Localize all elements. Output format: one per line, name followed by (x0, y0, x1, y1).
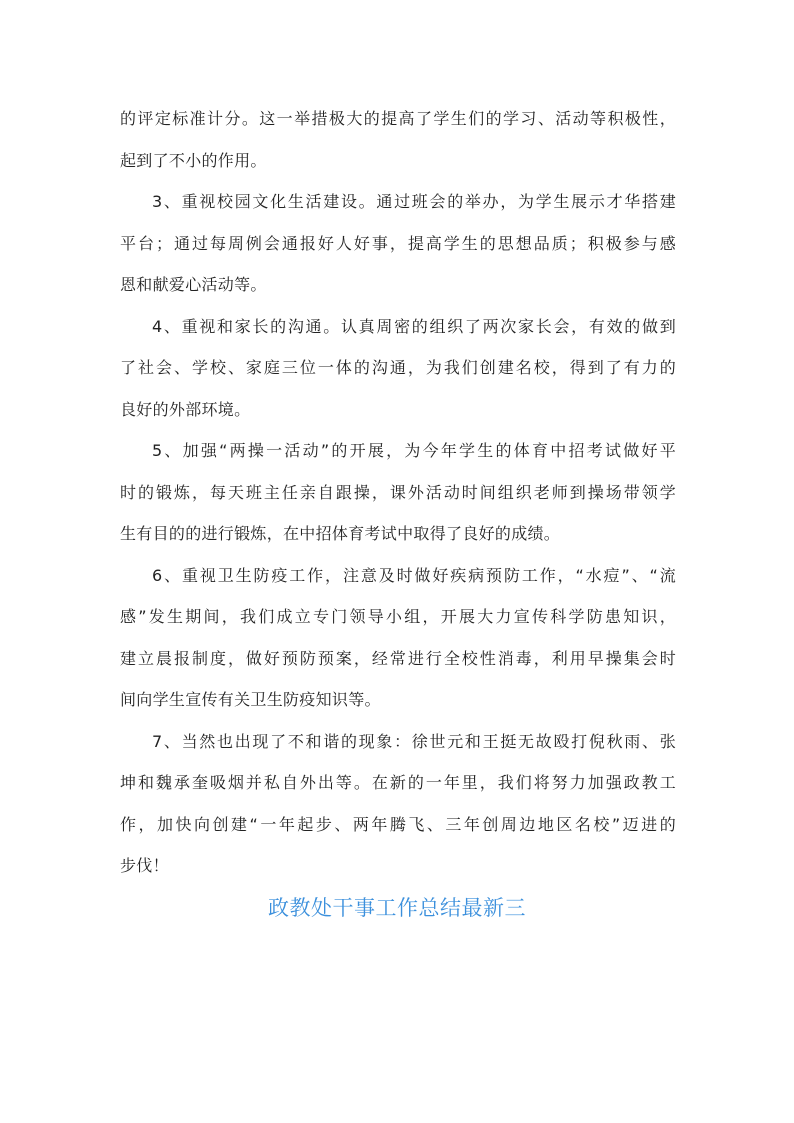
paragraph-6 (120, 555, 676, 721)
paragraph-continuation (120, 98, 676, 181)
section-heading: 政教处干事工作总结最新三 (268, 896, 526, 920)
text-line: 坤和魏承奎吸烟并私自外出等。在新的一年里，我们将努力加强政教工 (120, 773, 676, 792)
text-line: 4、重视和家长的沟通。认真周密的组织了两次家长会，有效的做到 (152, 316, 676, 336)
text-line: 步伐！ (120, 856, 169, 875)
paragraph-5 (120, 430, 676, 555)
text-line: 生有目的的进行锻炼，在中招体育考试中取得了良好的成绩。 (120, 524, 561, 543)
text-line: 起到了不小的作用。 (120, 150, 267, 170)
document-body (120, 98, 676, 887)
paragraph-3 (120, 181, 676, 306)
text-line: 恩和献爱心活动等。 (120, 275, 267, 294)
text-line: 3、重视校园文化生活建设。通过班会的举办，为学生展示才华搭建 (152, 192, 676, 211)
text-line: 6、重视卫生防疫工作，注意及时做好疾病预防工作，“水痘”、“流 (152, 565, 676, 585)
text-line: 间向学生宣传有关卫生防疫知识等。 (120, 690, 381, 709)
text-line: 时的锻炼，每天班主任亲自跟操，课外活动时间组织老师到操场带领学 (120, 482, 676, 502)
text-line: 了社会、学校、家庭三位一体的沟通，为我们创建名校，得到了有力的 (120, 358, 676, 377)
text-line: 7、当然也出现了不和谐的现象：徐世元和王挺无故殴打倪秋雨、张 (152, 731, 676, 751)
paragraph-4 (120, 306, 676, 431)
text-line: 良好的外部环境。 (120, 399, 251, 419)
text-line: 5、加强“两操一活动”的开展，为今年学生的体育中招考试做好平 (152, 441, 676, 460)
text-line: 的评定标准计分。这一举措极大的提高了学生们的学习、活动等积极性， (120, 109, 676, 128)
text-line: 平台；通过每周例会通报好人好事，提高学生的思想品质；积极参与感 (120, 233, 676, 253)
text-line: 建立晨报制度，做好预防预案，经常进行全校性消毒，利用早操集会时 (120, 648, 676, 668)
text-line: 感”发生期间，我们成立专门领导小组，开展大力宣传科学防患知识， (120, 607, 676, 626)
paragraph-7 (120, 721, 676, 887)
text-line: 作，加快向创建“一年起步、两年腾飞、三年创周边地区名校”迈进的 (120, 814, 676, 834)
